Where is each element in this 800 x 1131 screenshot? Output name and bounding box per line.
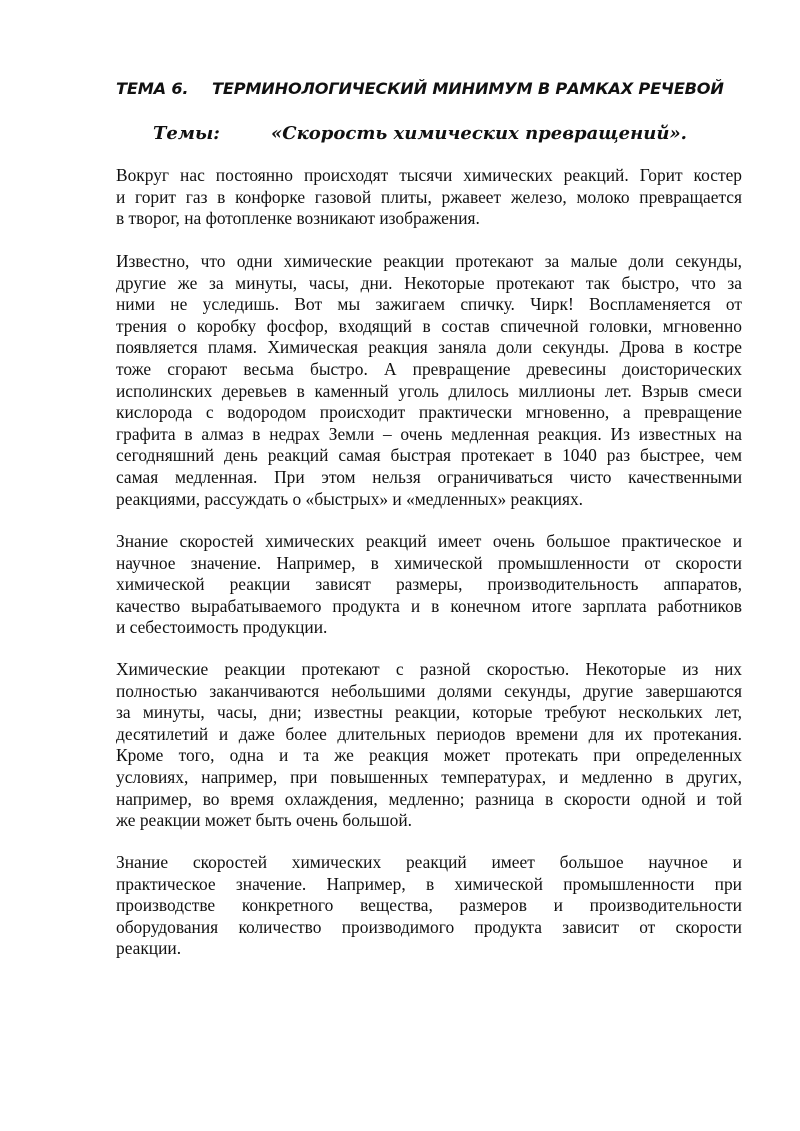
paragraph-line: качество вырабатываемого продукта и в конечном итоге зарплата работников — [116, 595, 742, 616]
paragraph-line: кислорода с водородом происходит практически мгновенно, а превращение — [116, 402, 742, 423]
paragraph-line: оборудования количество производимого продукта зависит от скорости — [116, 916, 742, 937]
paragraph-line: научное значение. Например, в химической промышленности от скорости — [116, 552, 742, 573]
paragraph-line: другие же за минуты, часы, дни. Некоторые протекают так быстро, что за — [116, 272, 742, 293]
paragraph-5 — [116, 852, 742, 960]
paragraph-line: Кроме того, одна и та же реакция может протекать при определенных — [116, 745, 742, 766]
paragraph-line: условиях, например, при повышенных температурах, и медленно в других, — [116, 766, 742, 787]
paragraph-line: и себестоимость продукции. — [116, 617, 328, 638]
paragraph-line: сегодняшний день реакций самая быстрая протекает в 1040 раз быстрее, чем — [116, 445, 742, 466]
paragraph-line: в творог, на фотопленке возникают изображения. — [116, 208, 480, 229]
paragraph-line: Известно, что одни химические реакции протекают за малые доли секунды, — [116, 251, 742, 271]
paragraph-line: и горит газ в конфорке газовой плиты, ржавеет железо, молоко превращается — [116, 186, 742, 207]
paragraph-line: Знание скоростей химических реакций имеет большое научное и — [116, 852, 742, 872]
paragraph-line: ними не уследишь. Вот мы зажигаем спичку. Чирк! Воспламеняется от — [116, 294, 742, 315]
subheading-label: Темы: — [153, 123, 220, 144]
paragraph-line: самая медленная. При этом нельзя ограничиваться чисто качественными — [116, 466, 742, 487]
paragraph-line: Знание скоростей химических реакций имеет очень большое практическое и — [116, 531, 742, 551]
paragraph-line: практическое значение. Например, в химической промышленности при — [116, 873, 742, 894]
subheading-title: «Скорость химических превращений». — [271, 123, 687, 144]
paragraph-2 — [116, 251, 742, 510]
paragraph-line: химической реакции зависят размеры, производительность аппаратов, — [116, 574, 742, 595]
paragraph-line: тоже сгорают весьма быстро. А превращение древесины доисторических — [116, 358, 742, 379]
paragraph-line: трения о коробку фосфор, входящий в состав спичечной головки, мгновенно — [116, 315, 742, 336]
paragraph-4 — [116, 659, 742, 832]
topic-number: ТЕМА 6. — [116, 79, 189, 98]
paragraph-line: реакции. — [116, 938, 182, 959]
topic-title: ТЕРМИНОЛОГИЧЕСКИЙ МИНИМУМ В РАМКАХ РЕЧЕВОЙ — [212, 79, 724, 98]
paragraph-line: например, во время охлаждения, медленно; разница в скорости одной и той — [116, 788, 742, 809]
paragraph-line: полностью заканчиваются небольшими долями секунды, другие завершаются — [116, 680, 742, 701]
topic-heading — [116, 77, 756, 101]
paragraph-line: появляется пламя. Химическая реакция заняла доли секунды. Дрова в костре — [116, 337, 742, 358]
paragraph-line: за минуты, часы, дни; известны реакции, которые требуют нескольких лет, — [116, 702, 742, 723]
paragraph-1 — [116, 165, 742, 230]
paragraph-line: Химические реакции протекают с разной скоростью. Некоторые из них — [116, 659, 742, 679]
paragraph-line: десятилетий и даже более длительных периодов времени для их протекания. — [116, 723, 742, 744]
paragraph-line: реакциями, рассуждать о «быстрых» и «медленных» реакциях. — [116, 488, 584, 509]
paragraph-3 — [116, 531, 742, 639]
paragraph-line: же реакции может быть очень большой. — [116, 810, 413, 831]
paragraph-line: графита в алмаз в недрах Земли – очень медленная реакция. Из известных на — [116, 423, 742, 444]
paragraph-line: Вокруг нас постоянно происходят тысячи химических реакций. Горит костер — [116, 165, 742, 185]
paragraph-line: исполинских деревьев в каменный уголь длилось миллионы лет. Взрыв смеси — [116, 380, 742, 401]
topic-subheading — [153, 121, 733, 147]
paragraph-line: производстве конкретного вещества, размеров и производительности — [116, 895, 742, 916]
